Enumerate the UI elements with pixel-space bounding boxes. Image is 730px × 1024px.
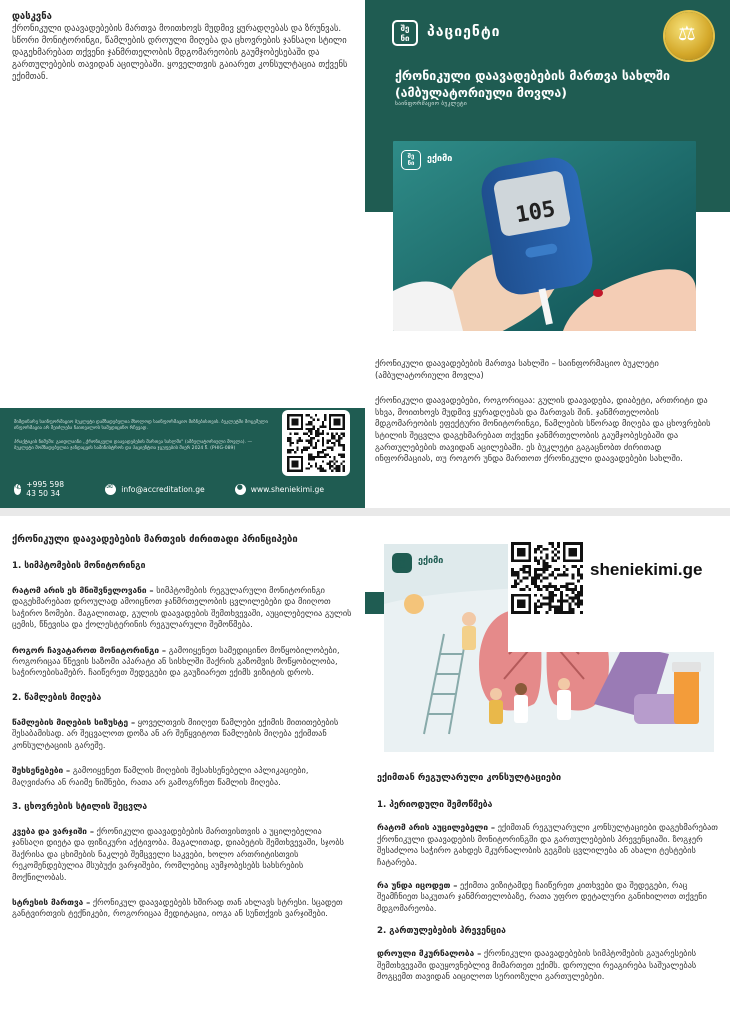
principles-column <box>12 561 352 934</box>
paragraph: სტრესის მართვა – ქრონიკულ დაავადებებს ხშირად თან ახლავს სტრესი. სცადეთ განტვირთვის ტექნიკები, როგორიცაა მედიტაცია, იოგა ან სუნთქვის ვარჯიშები. <box>12 897 343 919</box>
section-heading-lifestyle: 3. ცხოვრების სტილის შეცვლა <box>12 801 148 812</box>
paragraph: რა უნდა იცოდეთ – ექიმთა ვიზიტამდე ჩაიწერეთ კითხვები და შედეგები, რაც შეამჩნიეთ საკუთარ ჯანმრთელობაზე, რათა უფრო დეტალური განიხილოთ თქვენი მდგომარეობა. <box>377 880 707 913</box>
contact-footer <box>0 408 365 508</box>
cover-paragraph: ქრონიკული დაავადებები, როგორიცაა: გულის დაავადება, დიაბეტი, ართრიტი და სხვა, მოითხოვს მუდმივ ყურადღებას და მართვას შინ. ჯანმრთელობის მდგომარეობის ეფექტური მონიტორინგი, წამლების სწორად მიღება და ცხოვრების სტილის შეცვლა დაგეხმარებათ თქვენი ჯანმრთელობის გაუმჯობესებაში და გართულებების თავიდან აცილებაში. ეს ბუკლეტი გაგაცნობთ ძირითად ინფორმაციას, თუ როგორ უნდა მართოთ ქრონიკული დაავადებები სახლში. <box>375 395 711 464</box>
paragraph: შეხსენებები – გამოიყენეთ წამლის მიღების შესახსენებელი აპლიკაციები, მაღვიძარა ან რაიმე ნიშნები, რათა არ გამოგრჩეთ წამლის მიღება. <box>12 765 309 787</box>
glucometer-photo <box>393 141 696 331</box>
glucometer-reading: 105 <box>513 196 558 229</box>
section-heading-monitoring: 1. სიმპტომების მონიტორინგი <box>12 561 146 571</box>
phone-number: +995 598 43 50 34 <box>26 480 65 498</box>
cover-lead: ქრონიკული დაავადებების მართვა სახლში – საინფორმაციო ბუკლეტი (ამბულატორიული მოვლა) <box>375 358 659 380</box>
qr-watermark <box>508 540 730 652</box>
paragraph: კვება და ვარჯიში – ქრონიკული დაავადებების მართვისთვის ა უცილებელია ჯანსაღი დიეტა და ფიზიკური აქტივობა. მაგალითად, დიაბეტის შემთხვევაში, სჯობს შაქრისა და ცხიმების ნაკლებ შემცველი საკვები, ხოლო ართრიტისთვის რეკომენდებულია მსუბუქი ვარჯიშები, რომლებიც აუმჯობესებს სახსრების მოქნილობას. <box>12 825 344 882</box>
booklet-page-outer <box>0 0 730 508</box>
qr-site-label: sheniekimi.ge <box>590 560 703 579</box>
principles-title: ქრონიკული დაავადებების მართვის ძირითადი პრინციპები <box>12 534 298 545</box>
photo-brand-name: ექიმი <box>427 154 453 164</box>
cover-body-text <box>375 358 720 465</box>
accreditation-seal-icon <box>665 12 713 60</box>
website-url: www.sheniekimi.ge <box>250 484 324 494</box>
consultations-heading: ექიმთან რეგულარული კონსულტაციები <box>377 773 562 783</box>
email-contact[interactable] <box>105 484 204 495</box>
paragraph: როგორ ჩავატაროთ მონიტორინგი – გამოიყენეთ სამედიცინო მოწყობილობები, როგორიცაა წნევის საზომი აპარატი ან სისხლში შაქრის გაზომვის მოწყობილობა, საჭიროებისამებრ. ჩაიწერეთ შედეგები და გაუზიარეთ ექიმს ვიზიტის დროს. <box>12 644 340 678</box>
front-cover-panel <box>365 0 730 508</box>
qr-code <box>511 542 583 614</box>
section-heading-medication: 2. წამლების მიღება <box>12 692 102 703</box>
decor-bar <box>365 592 385 614</box>
glucometer-illustration <box>393 141 696 331</box>
paragraph: რატომ არის ეს მნიშვნელოვანი – სიმპტომების რეგულარული მონიტორინგი დაგეხმარებათ დროულად ამოიცნოთ ჯანმრთელობის ცვლილებები და მიიღოთ საჭირო ზომები. მაგალითად, გულის დაავადების შემთხვევაში, აუცილებელია გულის ცემის, წნევისა და ქოლესტერინის რეგულარული შემოწმება. <box>12 584 352 630</box>
paragraph: დროული მკურნალობა – ქრონიკული დაავადებების სიმპტომების გაუარესების შემთხვევაში დაუყოვნებლივ მიმართეთ ექიმს. დროული რეაგირება საშუალებას მოგცემთ თავიდან აიცილოთ სერიოზული გართულებები. <box>377 948 697 982</box>
conclusion-section <box>12 10 357 83</box>
consultations-column <box>377 772 722 995</box>
section-heading-checkups: 1. პერიოდული შემოწმება <box>377 800 493 811</box>
back-panel <box>0 0 365 508</box>
email-icon <box>105 484 116 495</box>
phone-icon <box>14 484 21 495</box>
booklet-title: ქრონიკული დაავადებების მართვა სახლში (ამბულატორიული მოვლა) <box>395 68 670 100</box>
conclusion-heading: დასკვნა <box>12 11 52 22</box>
image-brand-name: ექიმი <box>418 556 444 566</box>
brand-name: პაციენტი <box>427 24 501 40</box>
image-brand-logo: შე ნი <box>392 553 412 573</box>
paragraph: რატომ არის აუცილებელი – ექიმთან რეგულარული კონსულტაციები დაგეხმარებათ ქრონიკული დაავადების მონიტორინგში და გართულებების პრევენციაში. ზოგჯერ შესაძლოა საჭირო გახდეს მკურნალობის გეგმის ცვლილება ან ახალი ტესტების ჩატარება. <box>377 822 718 867</box>
section-heading-prevention: 2. გართულებების პრევენცია <box>377 926 506 937</box>
booklet-subtitle: საინფორმაციო ბუკლეტი <box>395 101 467 107</box>
website-contact[interactable] <box>235 484 324 495</box>
phone-contact[interactable] <box>14 480 75 498</box>
paragraph: წამლების მიღების სიზუსტე – ყოველთვის მიიღეთ წამლები ექიმის მითითებების შესაბამისად. არ შეცვალოთ დოზა ან არ შეწყვიტოთ წამლების მიღება ექიმთან კონსულტაციის გარეშე. <box>12 716 339 750</box>
contact-bar <box>14 481 354 497</box>
source-text: პრაქტიკის ნიმუში: გაიდლაინი ,,ქრონიკული დაავადებების მართვა სახლში" (ამბულატორიული მოვლა). — ბუკლეტი მომზადებულია ჯანდაცვის სამინისტროს და პაციენტთა ჯგუფების მიერ 2024 წ. (PHIG-089) <box>14 440 253 452</box>
disclaimer-text: მიმდინარე საინფორმაციო ბუკლეტი დამზადებულია მხოლოდ საინფორმაციო მიზნებისთვის. ბუკლეტში მოცემული ინფორმაცია არ შეიძლება ჩაითვალოს სამედიცინო რჩევად. <box>14 420 268 432</box>
location-pin-icon <box>235 484 246 495</box>
email-address: info@accreditation.ge <box>121 484 205 494</box>
brand-logo: შე ნი <box>392 20 418 46</box>
photo-brand-logo: შე ნი <box>401 150 421 170</box>
qr-code <box>282 410 350 476</box>
conclusion-text: ქრონიკული დაავადებების მართვა მოითხოვს მუდმივ ყურადღებას და ზრუნვას. სწორი მონიტორინგი, წამლების დროული მიღება და ცხოვრების ჯანსაღი სტილი დაგეხმარებათ თქვენი ჯანმრთელობის მდგომარეობის გაუმჯობესებაში და გართულებების თავიდან აცილებაში. ყოველთვის გაიარეთ კონსულტაცია თქვენს ექიმთან. <box>12 24 348 82</box>
